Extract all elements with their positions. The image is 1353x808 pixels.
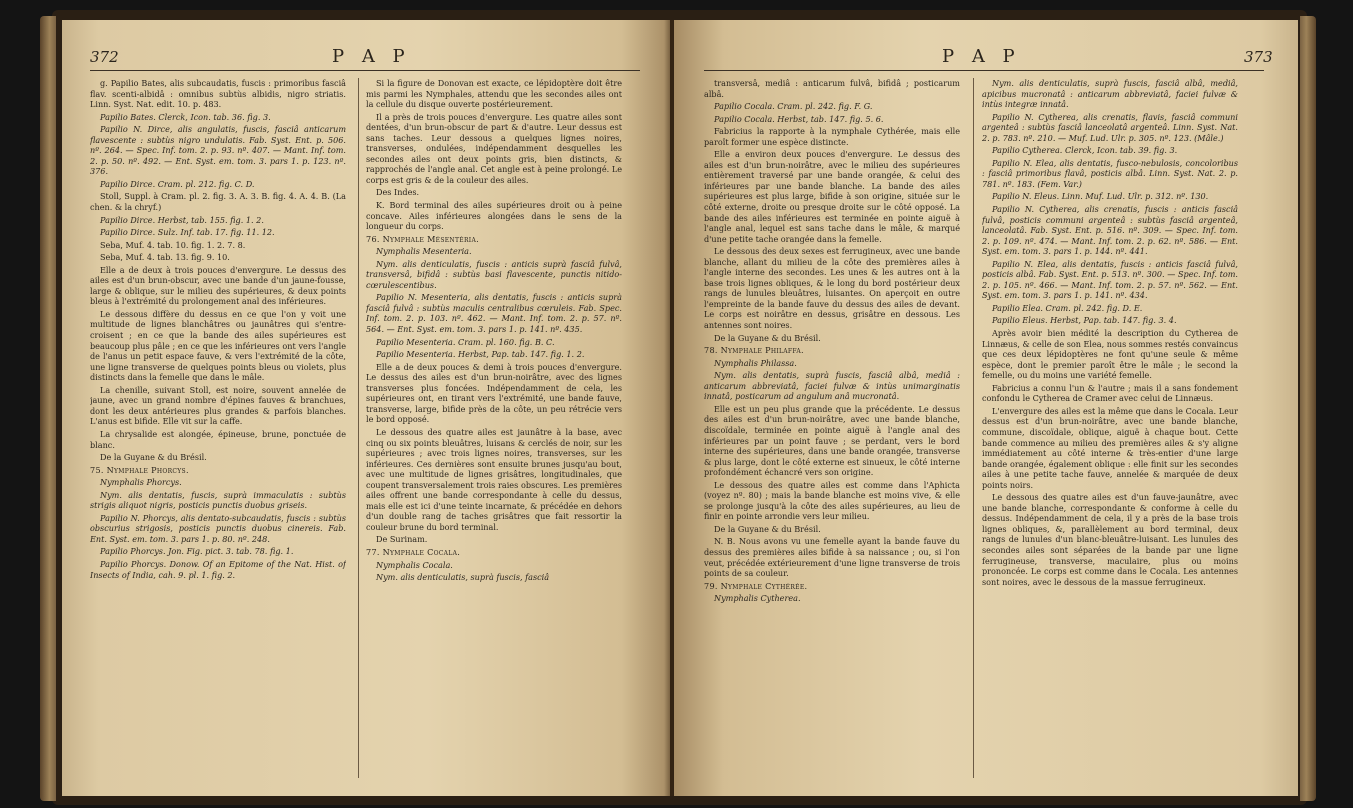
paragraph: Papilio Phorcys. Donow. Of an Epitome of the Nat. Hist. of Insects of India, cah. 9. pl. 1. fig. 2. <box>90 558 346 580</box>
paragraph: Papilio Bates. Clerck, Icon. tab. 36. fig. 3. <box>100 111 271 122</box>
paragraph: Elle a environ deux pouces d'envergure. Le dessus des ailes est d'un brun-noirâtre, avec le milieu des supérieures entièrement traversé par une bande orangée, & celui des inférieures par une bande blanche. La bande des ailes supérieures est plus large, bifide à son origine, située sur le côté externe, droite ou presque droite sur le côté opposé. La bande des ailes inférieures est terminée en pointe aiguë à l'angle anal, lequel est sans tache dans le mâle, & marqué d'une petite tache orangée dans la femelle. <box>704 149 960 244</box>
paragraph: Nym. alis denticulatis, suprà fuscis, fasciâ <box>376 572 550 583</box>
paragraph: Elle est un peu plus grande que la précédente. Le dessus des ailes est d'un brun-noirâtre, avec une bande blanche, discoïdale, terminée en pointe aiguë à l'angle anal des inférieures par un point fauve ; se perdant, vers le bord interne des supérieures, dans une bande orangée, transverse & plus large, dont le côté externe est sinueux, le côté interne profondément échancré vers son origine. <box>704 403 960 478</box>
paragraph: 75. Nymphale Phorcys. <box>90 464 189 475</box>
paragraph: Papilio N. Eleus. Linn. Muf. Lud. Ulr. p. 312. nº. 130. <box>992 191 1209 202</box>
left-col2-text <box>366 78 622 583</box>
page-edges-right <box>1300 16 1316 801</box>
paragraph: Papilio N. Cytherea, alis crenatis, fuscis : anticis fasciâ fulvâ, posticis communi argenteâ : subtùs fasciâ argenteâ, lanceolatâ. Fab. Syst. Ent. p. 516. nº. 309. — Spec. Inf. tom. 2. p. 109. nº. 474. — Mant. Inf. tom. 2. p. 62. nº. 586. — Ent. Syst. em. tom. 3. pars 1. p. 144. nº. 441. <box>982 204 1238 257</box>
paragraph: Stoll, Suppl. à Cram. pl. 2. fig. 3. A. 3. B. fig. 4. A. 4. B. (La chen. & la chryf.) <box>90 191 346 213</box>
paragraph: Nymphalis Cocala. <box>376 559 453 570</box>
paragraph: Nymphalis Cytherea. <box>714 593 801 604</box>
paragraph: Papilio Phorcys. Jon. Fig. pict. 3. tab. 78. fig. 1. <box>100 546 294 557</box>
left-col1-text <box>90 78 346 580</box>
paragraph: 77. Nymphale Cocala. <box>366 546 461 557</box>
paragraph: Papilio Cocala. Cram. pl. 242. fig. F. G. <box>714 101 873 112</box>
paragraph: Papilio N. Elea, alis dentatis, fusco-nebulosis, concoloribus : fasciâ primoribus flavâ, posticis albâ. Linn. Syst. Nat. 2. p. 781. nº. 183. (Fem. Var.) <box>982 157 1238 189</box>
right-page <box>674 20 1298 796</box>
paragraph: Papilio Mesenteria. Cram. pl. 160. fig. B. C. <box>376 336 555 347</box>
page-edges-left <box>40 16 56 801</box>
paragraph: Fabricius a connu l'un & l'autre ; mais il a sans fondement confondu le Cytherea de Cramer avec celui de Linnæus. <box>982 382 1238 404</box>
paragraph: Des Indes. <box>376 187 420 198</box>
paragraph: Après avoir bien médité la description du Cytherea de Linnæus, & celle de son Elea, nous sommes restés convaincus que ces deux lépidoptères ne font qu'une seule & même espèce, dont le premier paroît être le mâle ; le second la femelle, ou du moins une variété femelle. <box>982 328 1238 381</box>
running-head-left: P A P <box>332 46 411 67</box>
paragraph: Papilio Dirce. Cram. pl. 212. fig. C. D. <box>100 178 255 189</box>
paragraph: La chenille, suivant Stoll, est noire, souvent annelée de jaune, avec un grand nombre d'épines fauves & branchues, dont les deux antérieures plus grandes & parfois blanches. L'anus est bifide. Elle vit sur la caffe. <box>90 384 346 427</box>
paragraph: Nymphalis Mesenteria. <box>376 246 472 257</box>
paragraph: L'envergure des ailes est la même que dans le Cocala. Leur dessus est d'un brun-noirâtre, avec une bande blanche, commune, discoïdale, oblique, aiguë à chaque bout. Cette bande commence au milieu des premières ailes & s'y aligne immédiatement au côté interne & très-entier d'une large bande orangée, également oblique : elle finit sur les secondes ailes à une petite tache fauve, annelée & marquée de deux points noirs. <box>982 405 1238 490</box>
paragraph: Papilio N. Phorcys, alis dentato-subcaudatis, fuscis : subtùs obscurius strigosis, posticis punctis duobus cinereis. Fab. Ent. Syst. em. tom. 3. pars 1. p. 80. nº. 248. <box>90 512 346 544</box>
paragraph: Nym. alis denticulatis, fuscis : anticis suprà fasciâ fulvâ, transversâ, bifidâ : subtùs basi flavescente, punctis nitido-cœrulescentibus. <box>366 258 622 290</box>
header-rule-right <box>704 70 1264 71</box>
right-col1-text <box>704 78 960 604</box>
right-col2-text <box>982 78 1238 587</box>
page-number-left: 372 <box>90 48 119 66</box>
paragraph: Papilio Eleus. Herbst, Pap. tab. 147. fig. 3. 4. <box>992 315 1177 326</box>
paragraph: Fabricius la rapporte à la nymphale Cythérée, mais elle paroît former une espèce distincte. <box>704 126 960 147</box>
paragraph: g. Papilio Bates, alis subcaudatis, fuscis : primoribus fasciâ flav. scenti-albidâ : omnibus subtùs albidis, nigro striatis. Linn. Syst. Nat. edit. 10. p. 483. <box>90 78 346 110</box>
paragraph: Papilio Elea. Cram. pl. 242. fig. D. E. <box>992 302 1143 313</box>
paragraph: Le dessous des quatre ailes est jaunâtre à la base, avec cinq ou six points bleuâtres, luisans & cerclés de noir, sur les supérieures ; avec trois lignes noires, transverses, sur les inférieures. Ces dernières sont ensuite brunes jusqu'au bout, avec une multitude de lignes grisâtres, longitudinales, que coupent transversalement trois raies obscures. Les premières ailes offrent une bande correspondante à celle du dessus, mais elle est ici d'une teinte incarnate, & précédée en dehors d'un double rang de taches grisâtres que fait ressortir la couleur brune du bord terminal. <box>366 426 622 532</box>
paragraph: Nym. alis denticulatis, suprà fuscis, fasciâ albâ, mediâ, apicibus mucronatâ : anticarum abbreviatâ, faciei fulvæ & intùs integræ innatâ. <box>982 78 1238 110</box>
paragraph: Le dessous des quatre ailes est d'un fauve-jaunâtre, avec une bande blanche, correspondante & conforme à celle du dessus. Indépendamment de cela, il y a près de la base trois lignes obliques, &, parallèlement au bord terminal, deux rangs de lunules d'un blanc-bleuâtre-luisant. Les lunules des secondes ailes sont séparées de la bande par une ligne ferrugineuse, transverse, maculaire, plus ou moins prononcée. Le corps est comme dans le Cocala. Les antennes sont noires, avec le dessous de la massue ferrugineux. <box>982 492 1238 587</box>
paragraph: Papilio Dirce. Sulz. Inf. tab. 17. fig. 11. 12. <box>100 227 275 238</box>
right-column-2 <box>982 78 1238 784</box>
paragraph: Elle a de deux à trois pouces d'envergure. Le dessus des ailes est d'un brun-obscur, avec une bande d'un jaune-fousse, large & oblique, sur le milieu des supérieures, & deux points bleus à l'extrémité du prolongement anal des inférieures. <box>90 264 346 307</box>
paragraph: N. B. Nous avons vu une femelle ayant la bande fauve du dessus des premières ailes bifide à sa naissance ; ou, si l'on veut, précédée extérieurement d'une ligne transverse de trois points de sa couleur. <box>704 536 960 579</box>
running-head-right: P A P <box>942 46 1021 67</box>
paragraph: De la Guyane & du Brésil. <box>100 452 207 463</box>
paragraph: Nymphalis Phorcys. <box>100 477 182 488</box>
paragraph: De Surinam. <box>376 534 428 545</box>
left-page <box>62 20 670 796</box>
left-column-2 <box>366 78 622 784</box>
left-column-1 <box>90 78 346 784</box>
paragraph: transversâ, mediâ : anticarum fulvâ, bifidâ ; posticarum albâ. <box>704 78 960 99</box>
paragraph: Seba, Muf. 4. tab. 10. fig. 1. 2. 7. 8. <box>100 239 246 250</box>
paragraph: Le dessous diffère du dessus en ce que l'on y voit une multitude de lignes blanchâtres ou jaunâtres qui s'entre-croisent ; en ce que la bande des ailes supérieures est beaucoup plus pâle ; en ce que les inférieures ont vers l'angle de l'anus un petit espace fauve, & vers l'extrémité de la côte, une ligne transverse de quelques points bleus ou violets, plus distincts dans la femelle que dans le mâle. <box>90 308 346 383</box>
paragraph: Seba, Muf. 4. tab. 13. fig. 9. 10. <box>100 252 230 263</box>
page-number-right: 373 <box>1244 48 1273 66</box>
paragraph: Nymphalis Philassa. <box>714 357 797 368</box>
paragraph: 76. Nymphale Mésentéria. <box>366 233 479 244</box>
paragraph: La chrysalide est alongée, épineuse, brune, ponctuée de blanc. <box>90 428 346 450</box>
column-divider-right <box>973 78 974 778</box>
paragraph: Papilio N. Mesenteria, alis dentatis, fuscis : anticis suprà fasciâ fulvâ : subtùs maculis centralibus cœruleis. Fab. Spec. Inf. tom. 2. p. 103. nº. 462. — Mant. Inf. tom. 2. p. 57. nº. 564. — Ent. Syst. em. tom. 3. pars 1. p. 141. nº. 435. <box>366 292 622 335</box>
header-rule-left <box>90 70 640 71</box>
paragraph: Le dessous des quatre ailes est comme dans l'Aphicta (voyez nº. 80) ; mais la bande blanche est moins vive, & elle se prolonge jusqu'à la côte des ailes supérieures, au lieu de finir en pointe arrondie vers leur milieu. <box>704 479 960 522</box>
paragraph: De la Guyane & du Brésil. <box>714 523 821 534</box>
paragraph: Si la figure de Donovan est exacte, ce lépidoptère doit être mis parmi les Nymphales, attendu que les secondes ailes ont la cellule du disque ouverte postérieurement. <box>366 78 622 110</box>
paragraph: De la Guyane & du Brésil. <box>714 332 821 343</box>
paragraph: Papilio N. Elea, alis dentatis, fuscis : anticis fasciâ fulvâ, posticis albâ. Fab. Syst. Ent. p. 513. nº. 300. — Spec. Inf. tom. 2. p. 105. nº. 466. — Mant. Inf. tom. 2. p. 57. nº. 562. — Ent. Syst. em. tom. 3. pars 1. p. 141. nº. 434. <box>982 258 1238 301</box>
paragraph: Papilio N. Dirce, alis angulatis, fuscis, fasciâ anticarum flavescente : subtùs nigro undulatis. Fab. Syst. Ent. p. 506. nº. 264. — Spec. Inf. tom. 2. p. 93. nº. 407. — Mant. Inf. tom. 2. p. 50. nº. 492. — Ent. Syst. em. tom. 3. pars 1. p. 123. nº. 376. <box>90 124 346 177</box>
paragraph: Papilio Cocala. Herbst, tab. 147. fig. 5. 6. <box>714 113 884 124</box>
paragraph: Papilio Mesenteria. Herbst, Pap. tab. 147. fig. 1. 2. <box>376 349 585 360</box>
paragraph: Il a près de trois pouces d'envergure. Les quatre ailes sont dentées, d'un brun-obscur de part & d'autre. Leur dessus est sans taches. Leur dessous a quelques lignes noires, transverses, ondulées, indépendamment desquelles les secondes ailes ont deux points gris, bien distincts, & rapprochés de l'angle anal. Cet angle est à peine prolongé. Le corps est gris & de la couleur des ailes. <box>366 111 622 185</box>
paragraph: Nym. alis dentatis, suprà fuscis, fasciâ albâ, mediâ : anticarum abbreviatâ, faciei fulvæ & intùs unimarginatis innatâ, posticarum ad angulum anâ mucronatâ. <box>704 370 960 402</box>
paragraph: Papilio Dirce. Herbst, tab. 155. fig. 1. 2. <box>100 214 264 225</box>
paragraph: K. Bord terminal des ailes supérieures droit ou à peine concave. Ailes inférieures alongées dans le sens de la longueur du corps. <box>366 200 622 232</box>
column-divider-left <box>358 78 359 778</box>
paragraph: 79. Nymphale Cythérée. <box>704 580 808 591</box>
paragraph: 78. Nymphale Philaffa. <box>704 345 804 356</box>
paragraph: Papilio N. Cytherea, alis crenatis, flavis, fasciâ communi argenteâ : subtùs fasciâ lanceolatâ argenteâ. Linn. Syst. Nat. 2. p. 783. nº. 210. — Muf. Lud. Ulr. p. 305. nº. 123. (Mâle.) <box>982 111 1238 143</box>
paragraph: Papilio Cytherea. Clerck, Icon. tab. 39. fig. 3. <box>992 145 1178 156</box>
paragraph: Nym. alis dentatis, fuscis, suprà immaculatis : subtùs strigis aliquot nigris, posticis punctis duobus griseis. <box>90 489 346 511</box>
paragraph: Elle a de deux pouces & demi à trois pouces d'envergure. Le dessus des ailes est d'un brun-noirâtre, avec des lignes transverses plus foncées. Indépendamment de cela, les supérieures ont, en tirant vers l'extrémité, une bande fauve, transverse, large, bifide près de la côte, un peu rétrécie vers le bord opposé. <box>366 361 622 425</box>
right-column-1 <box>704 78 960 784</box>
paragraph: Le dessous des deux sexes est ferrugineux, avec une bande blanche, allant du milieu de la côte des premières ailes à l'angle interne des secondes. Les unes & les autres ont à la base trois lignes obliques, & le long du bord postérieur deux rangs de lunules bleuâtres, luisantes. On aperçoit en outre l'empreinte de la bande fauve du dessus des ailes de devant. Le corps est noirâtre en dessus, grisâtre en dessous. Les antennes sont noires. <box>704 246 960 331</box>
